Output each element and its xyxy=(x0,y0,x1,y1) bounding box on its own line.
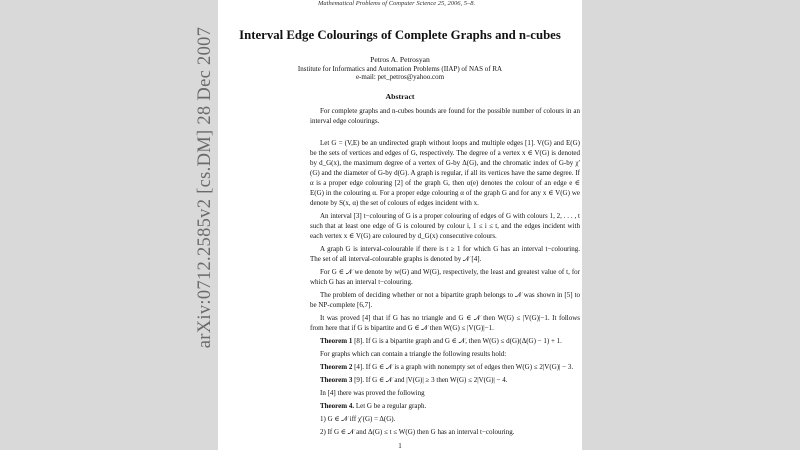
paper-page xyxy=(218,0,582,450)
journal-header: Mathematical Problems of Computer Science 25, 2006, 5–8. xyxy=(318,0,476,7)
theorem-4-text: Let G be a regular graph. xyxy=(355,402,427,410)
theorem-3 xyxy=(310,375,580,385)
paragraph-proved: In [4] there was proved the following xyxy=(320,389,425,397)
arxiv-identifier-stamp xyxy=(195,26,216,348)
theorem-4-item-2: 2) If G ∈ 𝒩 and Δ(G) ≤ t ≤ W(G) then G has an interval t−colouring. xyxy=(320,428,515,436)
paper-title: Interval Edge Colourings of Complete Graphs and n-cubes xyxy=(239,28,561,42)
theorem-1 xyxy=(310,336,580,346)
paragraph-bounds: It was proved [4] that if G has no triangle and G ∈ 𝒩 then W(G) ≤ |V(G)|−1. It follows from here that if G is bipartite and G ∈ 𝒩 then W(G) ≤ |V(G)|−1. xyxy=(310,314,580,332)
abstract-heading: Abstract xyxy=(385,92,415,101)
author-email: e-mail: pet_petros@yahoo.com xyxy=(355,73,445,81)
author-name: Petros A. Petrosyan xyxy=(370,55,430,64)
theorem-2 xyxy=(310,362,580,372)
paragraph-definitions: Let G = (V,E) be an undirected graph without loops and multiple edges [1]. V(G) and E(G) be the sets of vertices and edges of G, respectively. The degree of a vertex x ∈ V(G) is denoted by d_G(x), the maximum degree of a vertex of G-by Δ(G), and the chromatic index of G-by χ′(G) and the diameter of G-by d(G). A graph is regular, if all its vertices have the same degree. If α is a proper edge colouring [2] of the graph G, then α(e) denotes the colour of an edge e ∈ E(G) in the colouring α. For a proper edge colouring α of the graph G and for any x ∈ V(G) we denote by S(x, α) the set of colours of edges incident with x. xyxy=(310,139,580,207)
theorem-4 xyxy=(310,401,580,411)
theorem-3-text: [9]. If G ∈ 𝒩 and |V(G)| ≥ 3 then W(G) ≤ 2|V(G)| − 4. xyxy=(354,376,508,384)
paragraph-triangle: For graphs which can contain a triangle the following results hold: xyxy=(320,350,507,358)
theorem-2-text: [4]. If G ∈ 𝒩 is a graph with nonempty set of edges then W(G) ≤ 2|V(G)| − 3. xyxy=(354,363,574,371)
theorem-1-label: Theorem 1 xyxy=(320,337,353,345)
arxiv-identifier: arXiv:0712.2585v2 [cs.DM] 28 Dec 2007 xyxy=(195,26,216,348)
paper-body xyxy=(310,138,580,440)
author-institution: Institute for Informatics and Automation Problems (IIAP) of NAS of RA xyxy=(297,65,503,73)
paragraph-interval-colourable: A graph G is interval-colourable if there is t ≥ 1 for which G has an interval t−colouring. The set of all interval-colourable graphs is denoted by 𝒩 [4]. xyxy=(310,245,580,263)
theorem-1-text: [8]. If G is a bipartite graph and G ∈ 𝒩, then W(G) ≤ d(G)(Δ(G) − 1) + 1. xyxy=(354,337,562,345)
paragraph-np-complete: The problem of deciding whether or not a bipartite graph belongs to 𝒩 was shown in [5] to be NP-complete [6,7]. xyxy=(310,291,580,309)
paragraph-interval-colouring: An interval [3] t−colouring of G is a proper colouring of edges of G with colours 1, 2, . . . , t such that at least one edge of G is coloured by colour i, 1 ≤ i ≤ t, and the edges incident with each vertex x ∈ V(G) are coloured by d_G(x) consecutive colours. xyxy=(310,212,580,240)
theorem-4-item-1: 1) G ∈ 𝒩 iff χ′(G) = Δ(G). xyxy=(320,415,396,423)
theorem-4-label: Theorem 4. xyxy=(320,402,355,410)
paragraph-w-W: For G ∈ 𝒩 we denote by w(G) and W(G), respectively, the least and greatest value of t, for which G has an interval t−colouring. xyxy=(310,268,580,286)
theorem-3-label: Theorem 3 xyxy=(320,376,353,384)
abstract-text: For complete graphs and n-cubes bounds are found for the possible number of colours in an interval edge colourings. xyxy=(310,107,580,125)
theorem-2-label: Theorem 2 xyxy=(320,363,353,371)
page-number: 1 xyxy=(398,442,402,450)
